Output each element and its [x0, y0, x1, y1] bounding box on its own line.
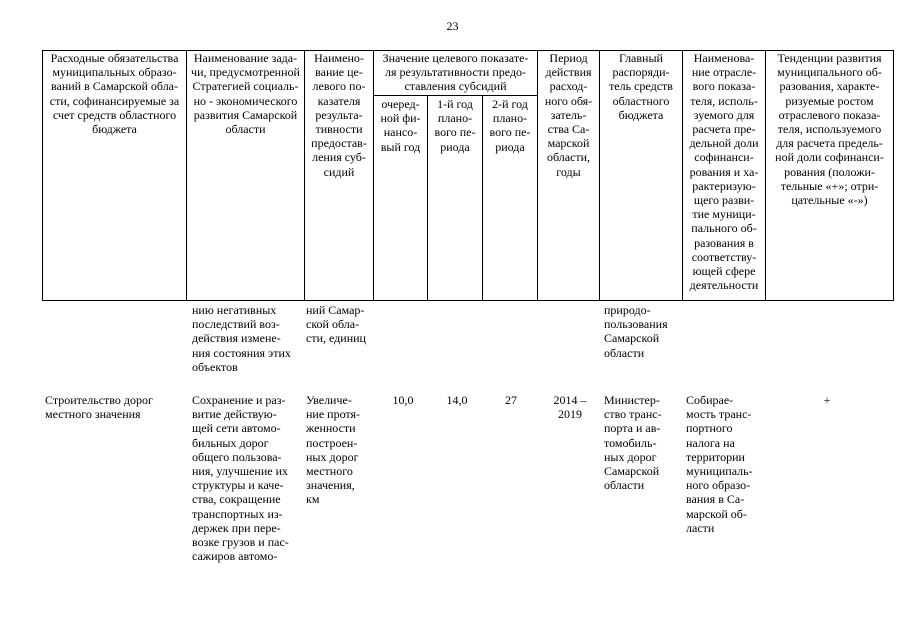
header-col-next-year: очеред- ной фи- нансо- вый год — [380, 97, 421, 154]
header-col-plan-year-2: 2-й год плано- вого пе- риода — [489, 97, 531, 154]
page-number: 23 — [446, 19, 459, 33]
header-col-sector-indicator: Наименова- ние отрасле- вого показа- теля, исполь- зуемого для расчета пре- дельной доли софинанси- рования и ха- рактеризую- щего разви- тие муници- пального об- разования в соответству- ющей сфере деятельности — [689, 51, 759, 293]
row-value-next-year: 10,0 — [392, 393, 414, 407]
continuation-task-text: нию негативных последствий воз- действия измене- ния состояния этих объектов — [192, 303, 291, 374]
continuation-indicator-text: ний Самар- ской обла- сти, единиц — [306, 303, 366, 346]
row-trend-sign: + — [823, 393, 831, 407]
header-col-administrator: Главный распоряди- тель средств областного бюджета — [609, 51, 673, 122]
row-obligation-text: Строительство дорог местного значения — [45, 393, 153, 422]
header-col-indicator: Наимено- вание це- левого по- казателя результа- тивности предостав- ления суб- сидий — [311, 51, 367, 179]
header-col-task: Наименование зада- чи, предусмотренной Стратегией социаль- но - экономического развития Самарской области — [191, 51, 300, 137]
row-administrator-text: Министер- ство транс- порта и ав- томобиль- ных дорог Самарской области — [604, 393, 662, 493]
header-col-obligations: Расходные обязательства муниципальных образо- ваний в Самарской обла- сти, софинансируемые за счет средств областного бюджета — [49, 51, 180, 137]
row-period: 2014 – 2019 — [553, 393, 587, 422]
header-col-period: Период действия расход- ного обя- затель- ства Са- марской области, годы — [544, 51, 593, 179]
row-value-plan-year-1: 14,0 — [446, 393, 468, 407]
row-value-plan-year-2: 27 — [505, 393, 517, 407]
header-col-trends: Тенденции развития муниципального об- разования, характе- ризуемые ростом отраслевого показа- теля, используемого для расчета предель- ной доли софинанси- рования (положи- тельные «+»; отри- цательные «-») — [775, 51, 884, 208]
row-indicator-text: Увеличе- ние протя- женности построен- ных дорог местного значения, км — [306, 393, 361, 507]
header-col-plan-year-1: 1-й год плано- вого пе- риода — [434, 97, 476, 154]
row-sector-indicator-text: Собирае- мость транс- портного налога на территории муниципаль- ного образо- вания в Са- марской об- ласти — [686, 393, 753, 535]
header-subgroup-border — [373, 95, 537, 96]
col-border — [893, 50, 894, 301]
continuation-administrator-text: природо- пользования Самарской области — [604, 303, 668, 360]
header-bottom-border — [42, 300, 894, 301]
header-col-target-value: Значение целевого показате- ля результативности предо- ставления субсидий — [382, 51, 529, 94]
table-header — [42, 50, 894, 301]
row-task-text: Сохранение и раз- витие действую- щей сети автомо- бильных дорог общего пользова- ния, улучшение их структуры и каче- ства, сокращение транспортных из- держек при пере- возке грузов и пас- сажиров автомо- — [192, 393, 289, 564]
